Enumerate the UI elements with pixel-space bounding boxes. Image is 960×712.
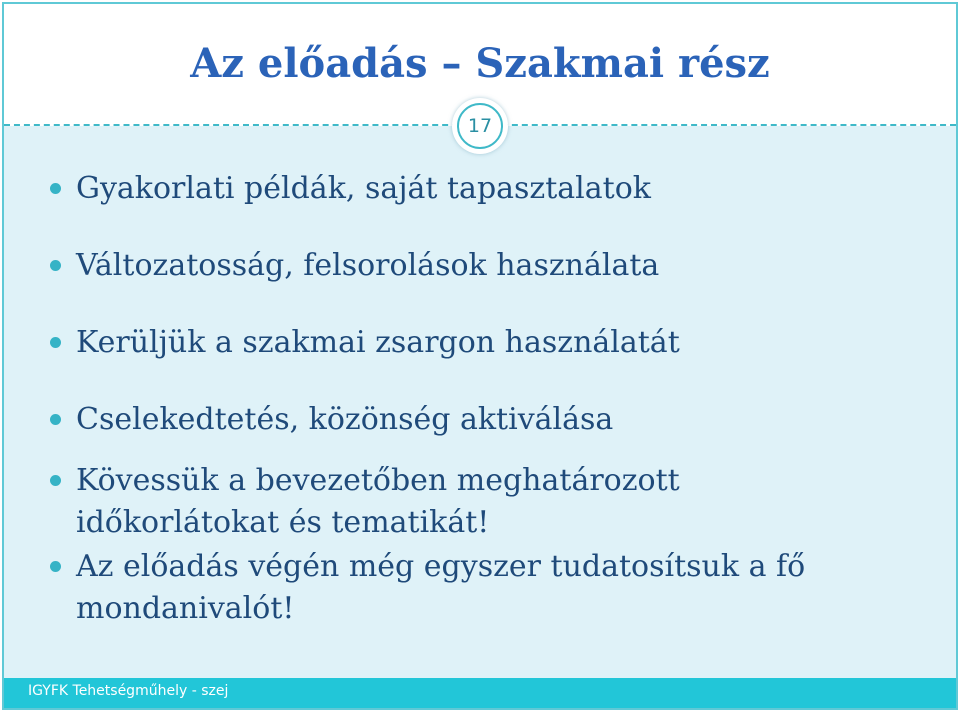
bullet-text: Kerüljük a szakmai zsargon használatát <box>76 325 680 360</box>
footer-text: IGYFK Tehetségműhely - szej <box>28 683 229 699</box>
page-number: 17 <box>457 103 503 149</box>
footer-bar <box>4 678 956 708</box>
bullet-dot-icon <box>50 337 61 348</box>
slide-title: Az előadás – Szakmai rész <box>190 40 770 87</box>
bullet-text: Cselekedtetés, közönség aktiválása <box>76 402 614 437</box>
bullet-dot-icon <box>50 183 61 194</box>
page-number-badge <box>452 98 508 154</box>
bullet-dot-icon <box>50 414 61 425</box>
bullet-text: Kövessük a bevezetőben meghatározott időkorlátokat és tematikát! <box>76 463 680 540</box>
bullet-dot-icon <box>50 475 61 486</box>
bullet-dot-icon <box>50 561 61 572</box>
bullet-text: Változatosság, felsorolások használata <box>76 248 660 283</box>
bullet-dot-icon <box>50 260 61 271</box>
bullet-text: Az előadás végén még egyszer tudatosítsuk a fő mondanivalót! <box>76 549 806 626</box>
bullet-text: Gyakorlati példák, saját tapasztalatok <box>76 171 651 206</box>
